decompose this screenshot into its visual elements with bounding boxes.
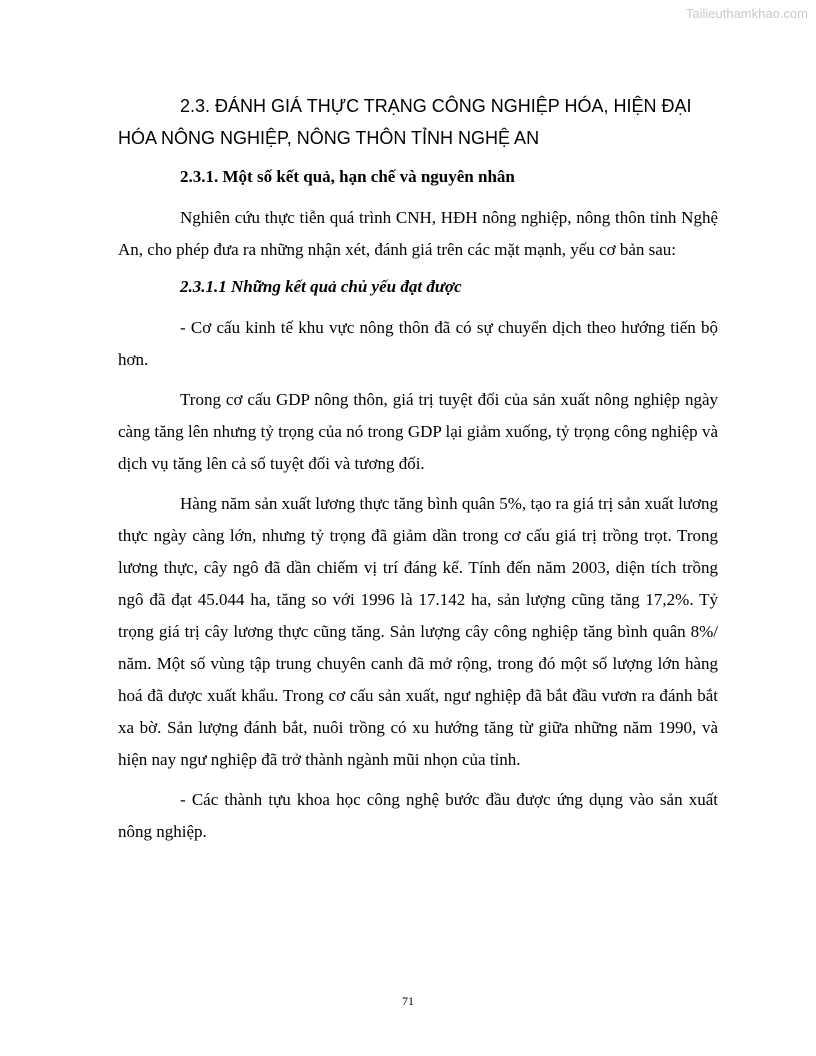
paragraph: Trong cơ cấu GDP nông thôn, giá trị tuyệt đối của sản xuất nông nghiệp ngày càng tăng lên nhưng tỷ trọng của nó trong GDP lại giảm xuống, tỷ trọng công nghiệp và dịch vụ tăng lên cả số tuyệt đối và tương đối. bbox=[118, 390, 718, 473]
page-number: 71 bbox=[402, 994, 414, 1008]
section-heading: 2.3. ĐÁNH GIÁ THỰC TRẠNG CÔNG NGHIỆP HÓA, HIỆN ĐẠI HÓA NÔNG NGHIỆP, NÔNG THÔN TỈNH NGHỆ AN bbox=[118, 96, 692, 148]
subsubsection-heading: 2.3.1.1 Những kết quả chủ yếu đạt được bbox=[180, 277, 462, 296]
paragraph: - Cơ cấu kinh tế khu vực nông thôn đã có sự chuyển dịch theo hướng tiến bộ hơn. bbox=[118, 318, 718, 369]
intro-paragraph: Nghiên cứu thực tiễn quá trình CNH, HĐH nông nghiệp, nông thôn tỉnh Nghệ An, cho phép đưa ra những nhận xét, đánh giá trên các mặt mạnh, yếu cơ bản sau: bbox=[118, 208, 718, 259]
subsection-heading: 2.3.1. Một số kết quả, hạn chế và nguyên nhân bbox=[180, 167, 515, 186]
watermark: Tailieuthamkhao.com bbox=[685, 6, 808, 21]
document-body bbox=[118, 90, 718, 856]
paragraph: - Các thành tựu khoa học công nghệ bước đầu được ứng dụng vào sản xuất nông nghiệp. bbox=[118, 790, 718, 841]
paragraph: Hàng năm sản xuất lương thực tăng bình quân 5%, tạo ra giá trị sản xuất lương thực ngày càng lớn, nhưng tỷ trọng đã giảm dần trong cơ cấu giá trị trồng trọt. Trong lương thực, cây ngô đã dần chiếm vị trí đáng kể. Tính đến năm 2003, diện tích trồng ngô đã đạt 45.044 ha, tăng so với 1996 là 17.142 ha, sản lượng cũng tăng 17,2%. Tỷ trọng giá trị cây lương thực cũng tăng. Sản lượng cây công nghiệp tăng bình quân 8%/ năm. Một số vùng tập trung chuyên canh đã mở rộng, trong đó một số lượng lớn hàng hoá đã được xuất khẩu. Trong cơ cấu sản xuất, ngư nghiệp đã bắt đầu vươn ra đánh bắt xa bờ. Sản lượng đánh bắt, nuôi trồng có xu hướng tăng từ giữa những năm 1990, và hiện nay ngư nghiệp đã trở thành ngành mũi nhọn của tỉnh. bbox=[118, 494, 718, 769]
